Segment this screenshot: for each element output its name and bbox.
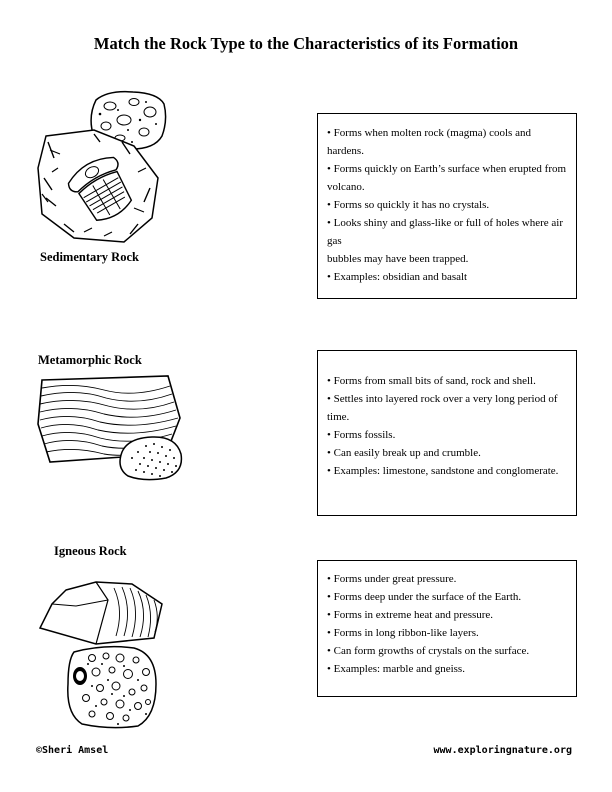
box-3-item: • Forms deep under the surface of the Earth. xyxy=(327,591,522,603)
box-2-item: • Can easily break up and crumble. xyxy=(327,447,481,459)
box-3-item: • Forms in extreme heat and pressure. xyxy=(327,609,494,621)
box-3-item: • Forms in long ribbon-like layers. xyxy=(327,627,479,639)
box-2-item: • Examples: limestone, sandstone and conglomerate. xyxy=(327,465,559,477)
box-3-item: • Can form growths of crystals on the surface. xyxy=(327,645,530,657)
characteristics-box-3 xyxy=(317,560,577,697)
website-link[interactable]: www.exploringnature.org xyxy=(433,745,572,756)
box-1-item: • Forms quickly on Earth’s surface when erupted from volcano. xyxy=(327,163,567,193)
box-2-item: • Settles into layered rock over a very long period of time. xyxy=(327,393,558,423)
characteristics-box-1 xyxy=(317,113,577,299)
box-1-item: • Forms when molten rock (magma) cools and hardens. xyxy=(327,127,531,157)
box-1-item: • Forms so quickly it has no crystals. xyxy=(327,199,490,211)
metamorphic-rock-label: Metamorphic Rock xyxy=(38,353,142,367)
speckled-rock-illustration xyxy=(116,434,184,482)
copyright-text: ©Sheri Amsel xyxy=(36,745,109,756)
igneous-rock-label: Igneous Rock xyxy=(54,544,127,558)
box-3-item: • Examples: marble and gneiss. xyxy=(327,663,465,675)
sedimentary-rock-label: Sedimentary Rock xyxy=(40,250,139,264)
obsidian-rock-illustration xyxy=(36,580,166,646)
box-2-item: • Forms fossils. xyxy=(327,429,396,441)
box-1-item: bubbles may have been trapped. xyxy=(327,253,469,265)
box-2-item: • Forms from small bits of sand, rock and shell. xyxy=(327,375,536,387)
characteristics-box-2 xyxy=(317,350,577,516)
box-1-item: • Looks shiny and glass-like or full of holes where air gas xyxy=(327,217,564,247)
box-3-item: • Forms under great pressure. xyxy=(327,573,457,585)
box-1-item: • Examples: obsidian and basalt xyxy=(327,271,468,283)
trilobite-fossil-illustration xyxy=(34,128,164,246)
page-title: Match the Rock Type to the Characteristics of its Formation xyxy=(93,34,519,53)
basalt-rock-illustration xyxy=(64,644,160,730)
